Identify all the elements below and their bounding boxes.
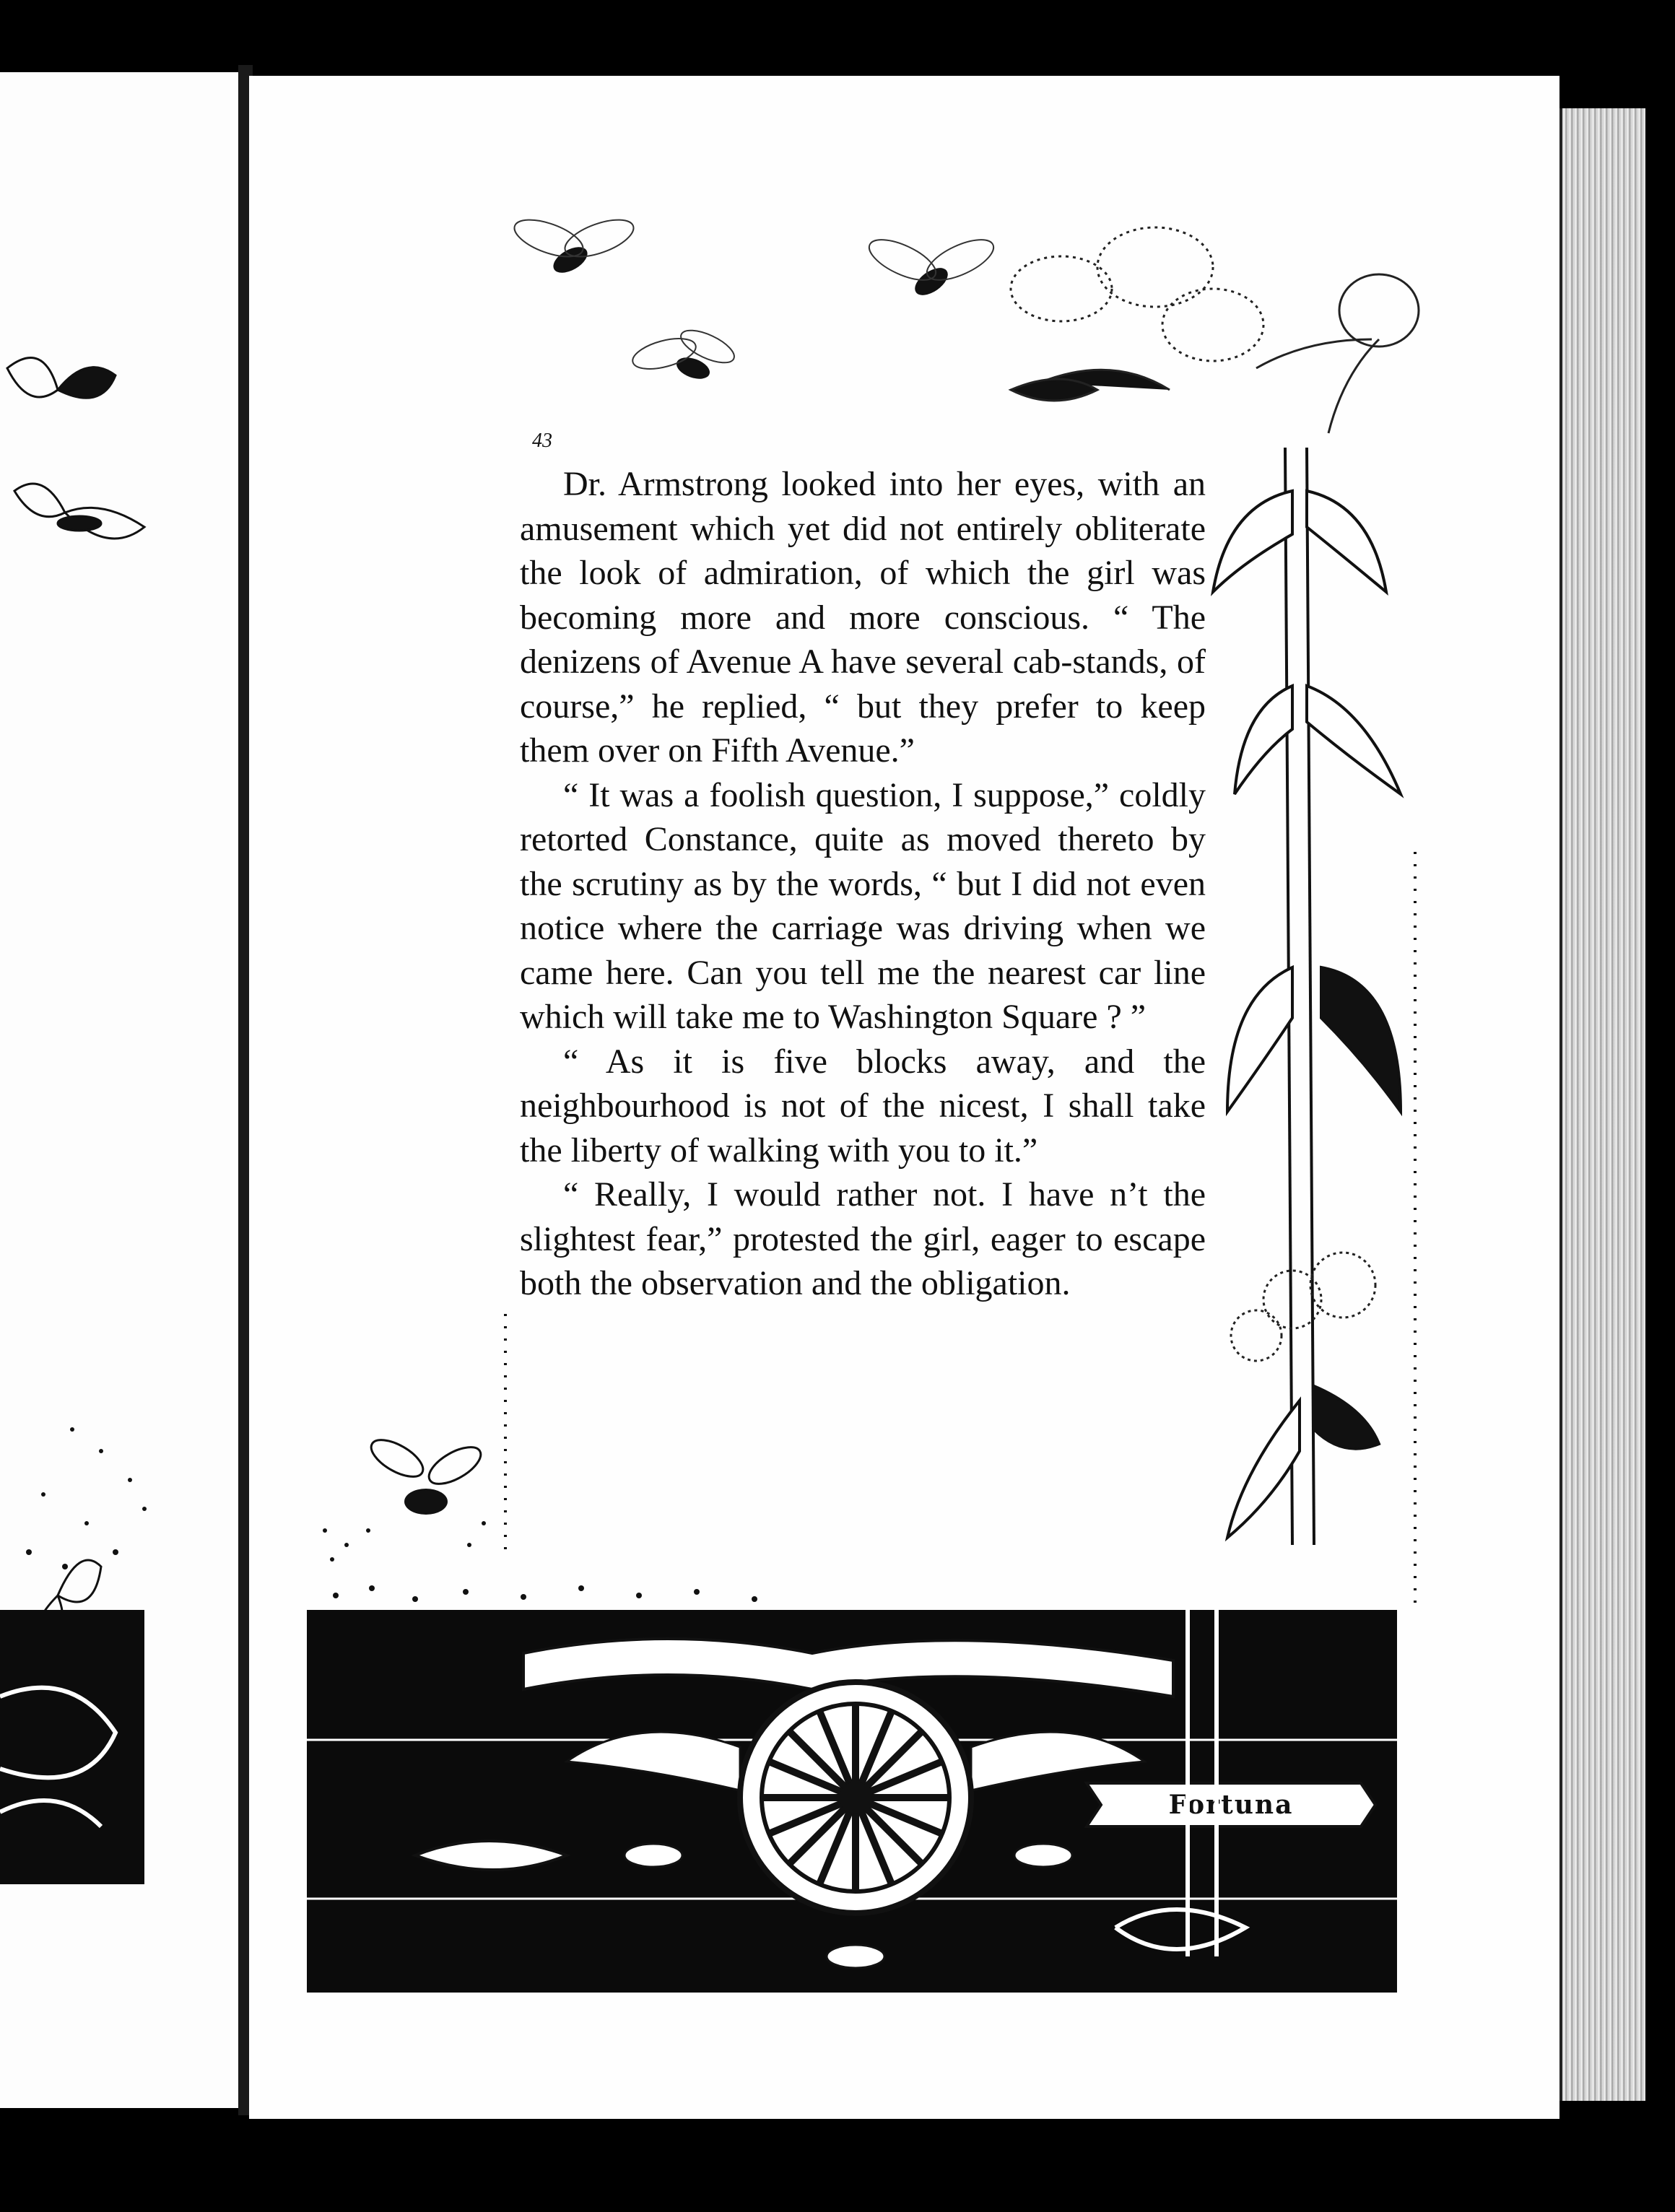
paragraph: “ It was a foolish question, I suppose,” coldly retorted Constance, quite as moved thereto by the scrutiny as by the words, “ but I did not even notice where the carriage was driving when we came here. Can you tell me the nearest car line which will take me to Washington Square ? ” [520,775,1206,1036]
stipple-decoration [310,1314,520,1574]
page-edges [1559,108,1645,2101]
fortuna-banner [1087,1783,1375,1826]
banner-label: Fortuna [1168,1790,1294,1820]
side-flower-illustration [1198,448,1430,1603]
flower-stalk-icon [1011,227,1419,433]
bee-icon [365,1432,486,1515]
body-text [520,462,1206,1306]
paragraph: “ As it is five blocks away, and the neighbourhood is not of the nicest, I shall take the liberty of walking with you to it.” [520,1042,1206,1170]
paragraph: Dr. Armstrong looked into her eyes, with an amusement which yet did not entirely obliterate the look of admiration, of which the girl was becoming more and more conscious. “ The denizens of Avenue A have several cab-stands, of course,” he replied, “ but they prefer to keep them over on Fifth Avenue.” [520,465,1206,770]
flower-stalk-icon [1231,1253,1375,1361]
bee-icon [863,232,999,301]
page-number: 43 [532,430,552,452]
left-page-illustration [0,325,238,1884]
header-illustration [477,195,1451,455]
bee-icon [630,324,739,383]
footer-illustration [307,1552,1397,1993]
bee-icon [510,212,638,278]
flower-stalk-icon [1213,448,1401,1545]
wheel-of-fortune-icon [740,1682,971,1913]
butterfly-icon [7,357,144,539]
paragraph: “ Really, I would rather not. I have n’t the slightest fear,” protested the girl, eager to escape both the observation and the obligation. [520,1175,1206,1302]
left-facing-page [0,72,243,2108]
